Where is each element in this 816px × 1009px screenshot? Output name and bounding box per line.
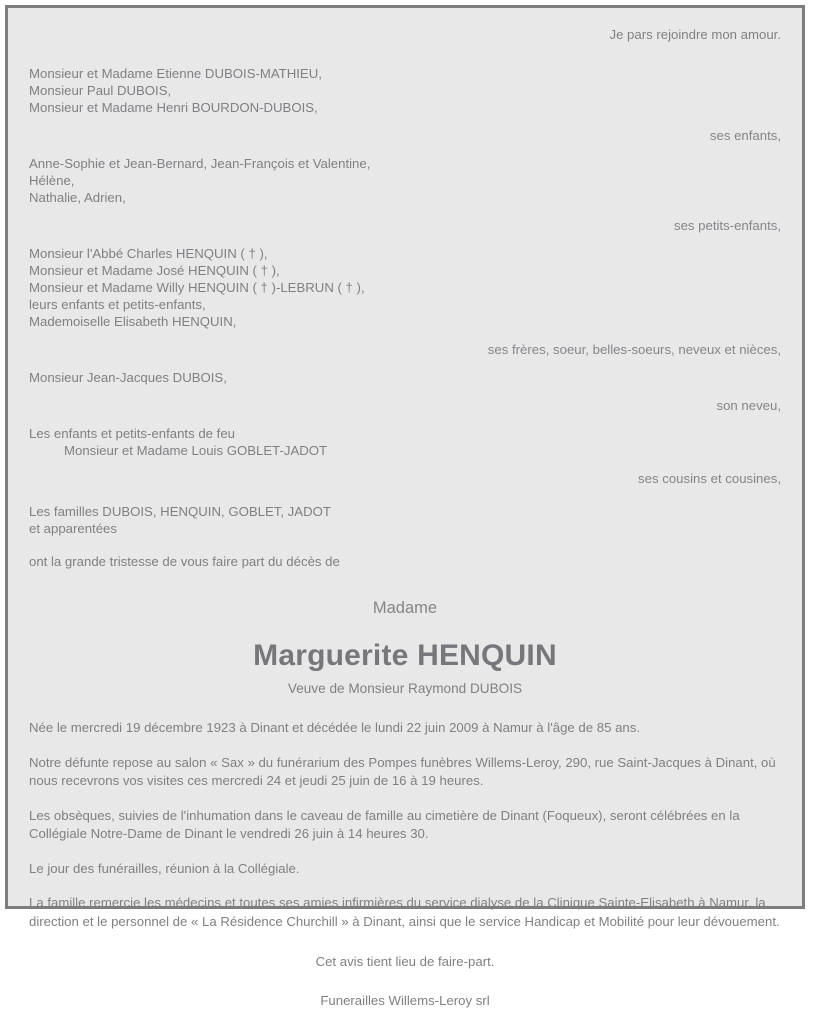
spacer bbox=[29, 459, 781, 470]
kin-name: Monsieur et Madame Willy HENQUIN ( † )-LEBRUN ( † ), bbox=[29, 280, 365, 295]
spacer bbox=[29, 738, 781, 754]
kin-name: leurs enfants et petits-enfants, bbox=[29, 297, 206, 312]
salutation: Madame bbox=[372, 599, 438, 617]
paragraph-birth-death: Née le mercredi 19 décembre 1923 à Dinant et décédée le lundi 22 juin 2009 à Namur à l'âge de 85 ans. bbox=[29, 720, 641, 735]
kin-name: Monsieur l'Abbé Charles HENQUIN ( † ), bbox=[29, 246, 268, 261]
epitaph: Je pars rejoindre mon amour. bbox=[609, 27, 781, 42]
kin-group-cousins bbox=[29, 425, 781, 459]
kin-name: Les enfants et petits-enfants de feu bbox=[29, 426, 236, 441]
spacer bbox=[29, 570, 781, 600]
kin-name: Anne-Sophie et Jean-Bernard, Jean-François et Valentine, bbox=[29, 156, 371, 171]
footer-funeral-company: Funerailles Willems-Leroy srl bbox=[320, 993, 490, 1008]
paragraph-gathering: Le jour des funérailles, réunion à la Collégiale. bbox=[29, 860, 300, 876]
spacer bbox=[29, 878, 781, 894]
death-notice-frame bbox=[5, 5, 805, 1008]
death-notice-content bbox=[8, 8, 802, 1008]
spacer bbox=[29, 234, 781, 245]
families-line: Les familles DUBOIS, HENQUIN, GOBLET, JADOT bbox=[29, 504, 331, 519]
spacer bbox=[29, 844, 781, 860]
announcement-line: ont la grande tristesse de vous faire part du décès de bbox=[29, 554, 340, 569]
families-block bbox=[29, 503, 781, 537]
kin-name: Nathalie, Adrien, bbox=[29, 190, 126, 205]
spacer bbox=[29, 791, 781, 807]
footer-notice-statement: Cet avis tient lieu de faire-part. bbox=[315, 954, 495, 969]
kin-name: Mademoiselle Elisabeth HENQUIN, bbox=[29, 314, 237, 329]
kin-relation-nephew: son neveu, bbox=[716, 398, 781, 413]
spacer bbox=[29, 116, 781, 127]
spacer bbox=[29, 931, 781, 953]
deceased-name: Marguerite HENQUIN bbox=[253, 639, 557, 672]
families-line: et apparentées bbox=[29, 521, 117, 536]
spouse-line: Veuve de Monsieur Raymond DUBOIS bbox=[287, 681, 523, 696]
spacer bbox=[29, 414, 781, 425]
spacer bbox=[29, 206, 781, 217]
kin-relation-grandchildren: ses petits-enfants, bbox=[673, 218, 781, 233]
paragraph-ceremony: Les obsèques, suivies de l'inhumation dans le caveau de famille au cimetière de Dinant (Foqueux), seront célébrées en la Collégiale Notre-Dame de Dinant le vendredi 26 juin à 14 heures 30. bbox=[29, 807, 740, 841]
kin-name: Monsieur Jean-Jacques DUBOIS, bbox=[29, 370, 227, 385]
kin-group-siblings bbox=[29, 245, 781, 330]
kin-name: Monsieur et Madame José HENQUIN ( † ), bbox=[29, 263, 280, 278]
kin-name: Monsieur et Madame Etienne DUBOIS-MATHIEU, bbox=[29, 66, 322, 81]
spacer bbox=[29, 487, 781, 503]
kin-group-nephew bbox=[29, 369, 781, 386]
spacer bbox=[29, 144, 781, 155]
kin-relation-children: ses enfants, bbox=[709, 128, 781, 143]
kin-name: Monsieur et Madame Louis GOBLET-JADOT bbox=[64, 443, 328, 458]
kin-relation-siblings: ses frères, soeur, belles-soeurs, neveux et nièces, bbox=[487, 342, 781, 357]
spacer bbox=[29, 697, 781, 719]
spacer bbox=[29, 358, 781, 369]
kin-group-grandchildren bbox=[29, 155, 781, 206]
kin-relation-cousins: ses cousins et cousines, bbox=[638, 471, 781, 486]
kin-name: Monsieur et Madame Henri BOURDON-DUBOIS, bbox=[29, 100, 318, 115]
spacer bbox=[29, 330, 781, 341]
spacer bbox=[29, 537, 781, 553]
kin-group-children bbox=[29, 65, 781, 116]
paragraph-funeral-home: Notre défunte repose au salon « Sax » du funérarium des Pompes funèbres Willems-Leroy, 290, rue Saint-Jacques à Dinant, où nous recevrons vos visites ces mercredi 24 et jeudi 25 juin de 16 à 19 heures. bbox=[29, 754, 776, 788]
spacer bbox=[29, 970, 781, 992]
spacer bbox=[29, 386, 781, 397]
spacer bbox=[29, 43, 781, 65]
kin-name: Monsieur Paul DUBOIS, bbox=[29, 83, 172, 98]
kin-name: Hélène, bbox=[29, 173, 75, 188]
paragraph-thanks: La famille remercie les médecins et toutes ses amies infirmières du service dialyse de la Clinique Sainte-Elisabeth à Namur, la direction et le personnel de « La Résidence Churchill » à Dinant, ainsi que le service Handicap et Mobilité pour leur dévouement. bbox=[29, 895, 780, 929]
